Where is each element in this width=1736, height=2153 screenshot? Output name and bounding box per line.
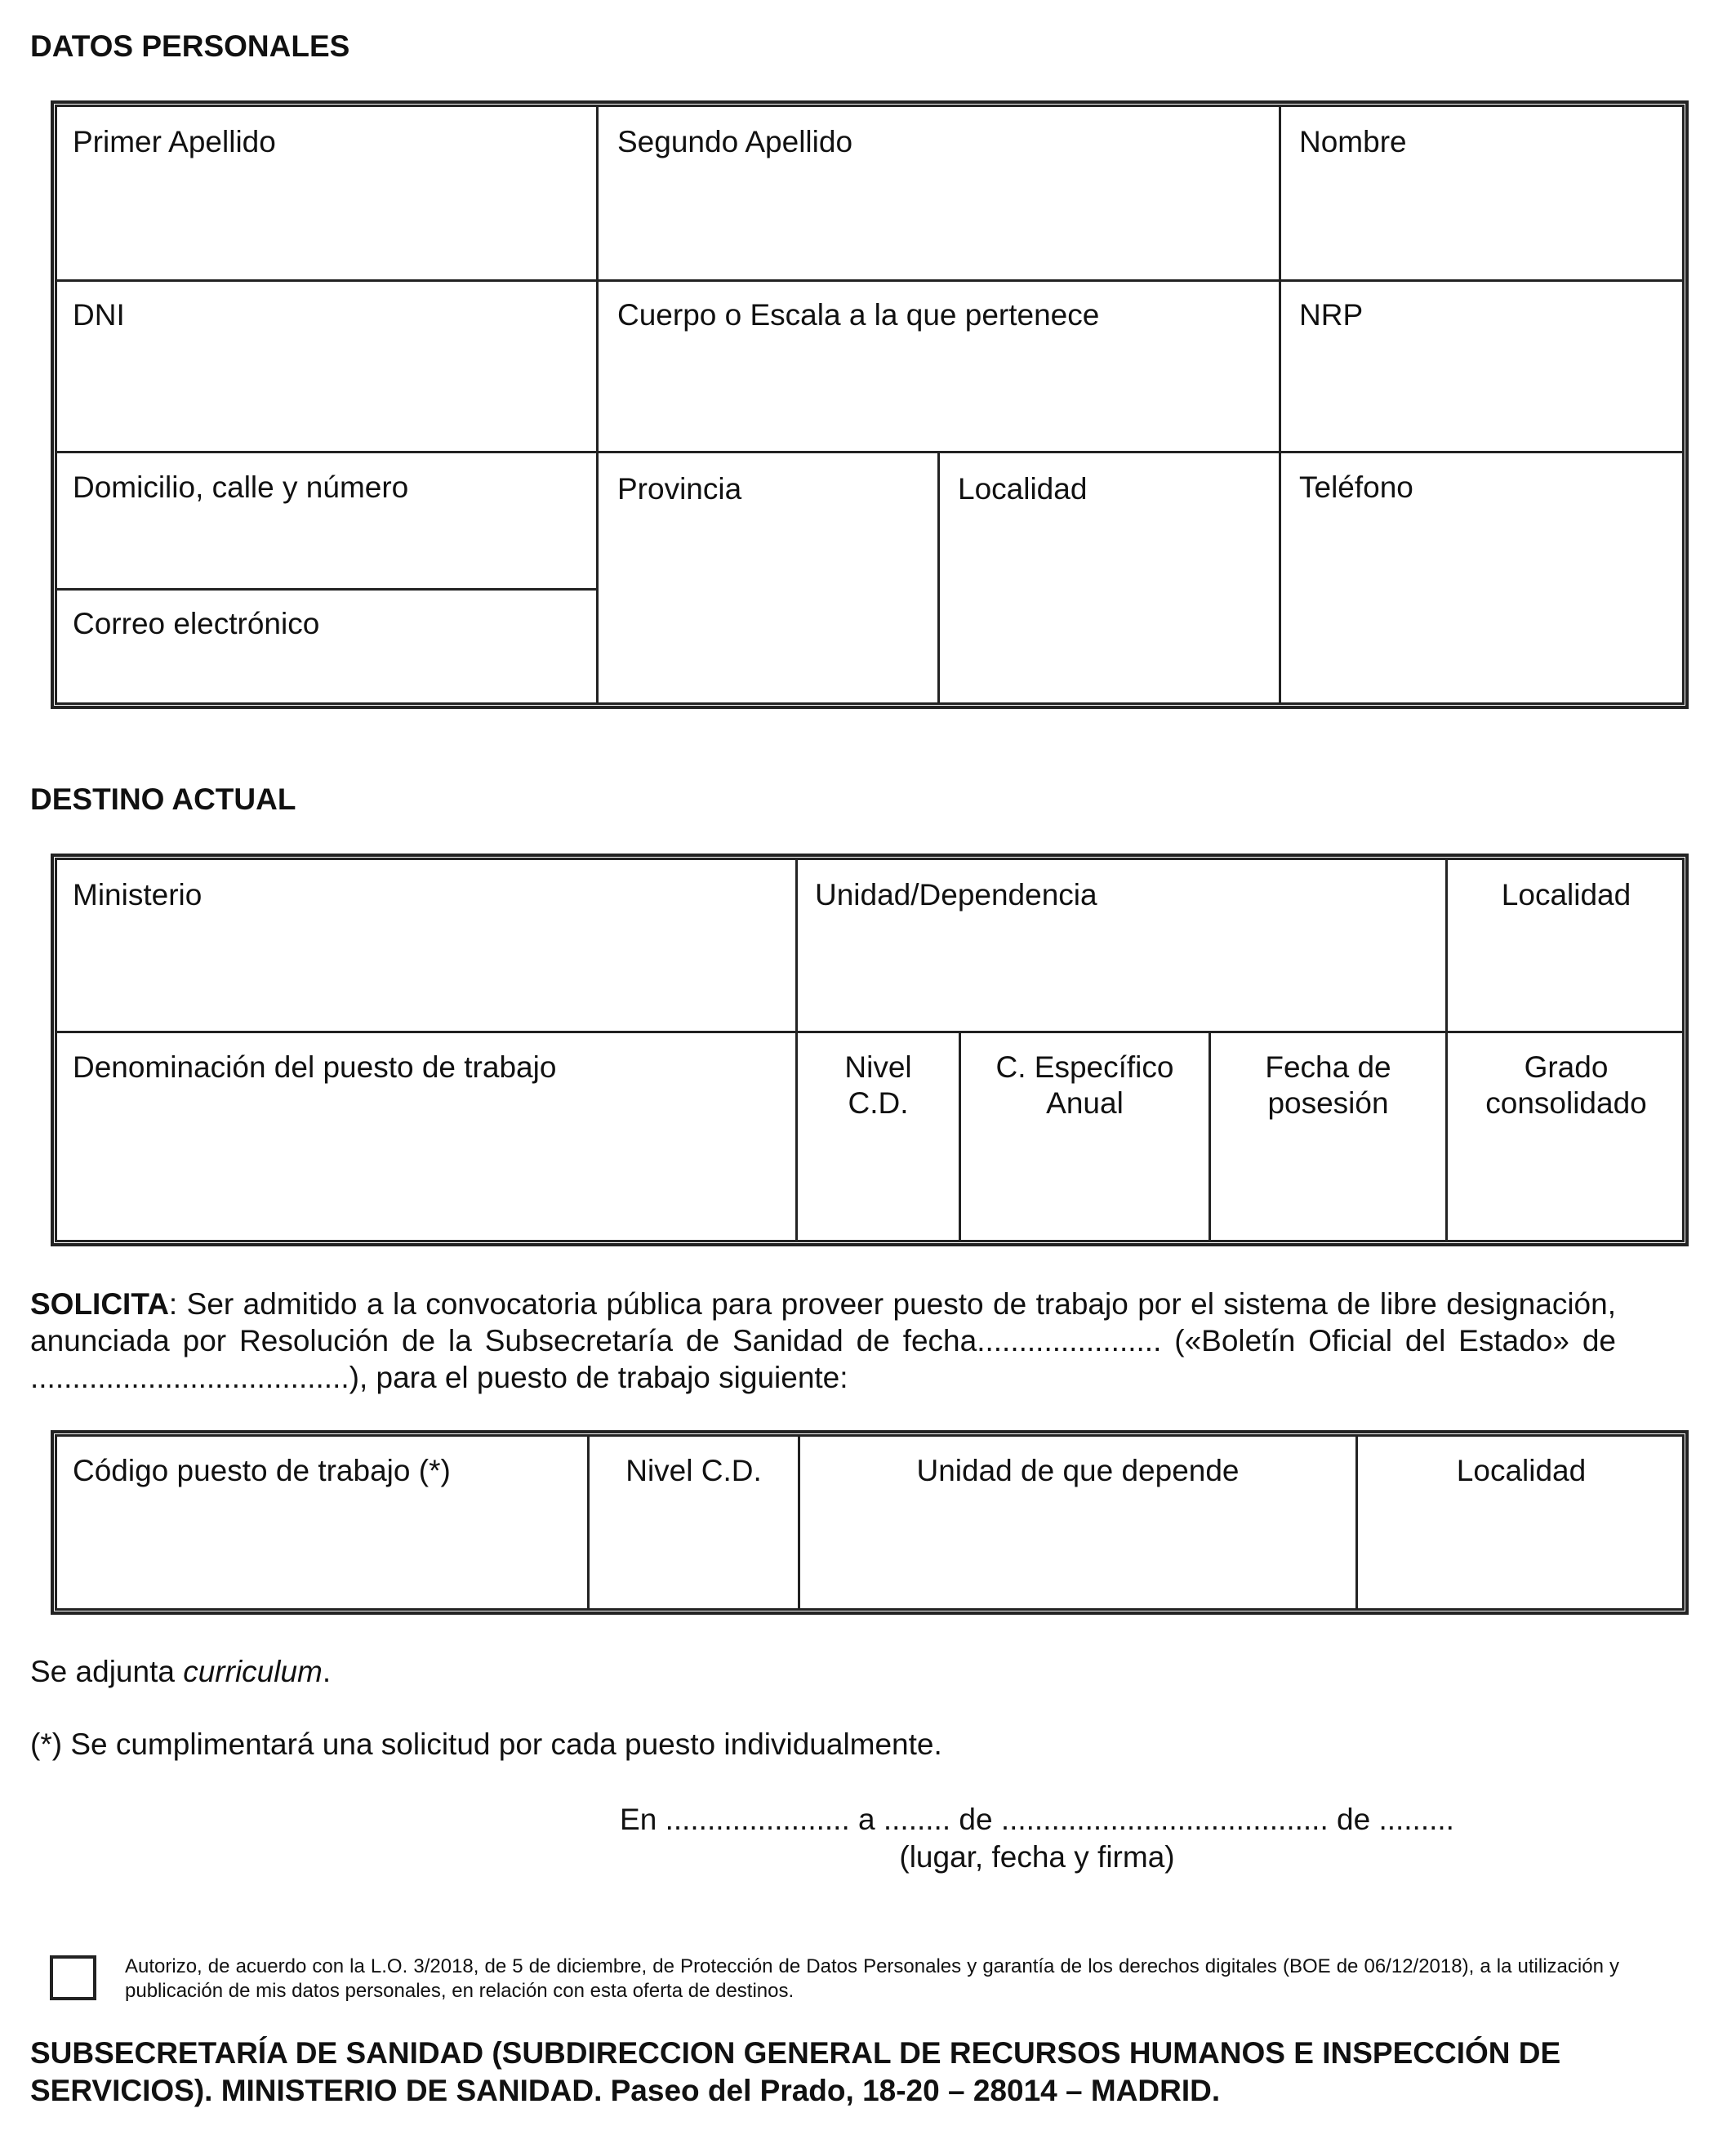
adjunta-italic: curriculum [183,1655,323,1688]
section-heading-destino-actual: DESTINO ACTUAL [30,782,296,816]
adjunta-suffix: . [322,1655,332,1688]
field-provincia[interactable]: Provincia [617,472,742,506]
field-domicilio[interactable]: Domicilio, calle y número [73,470,409,504]
table-rule [56,451,1684,453]
field-correo[interactable]: Correo electrónico [73,607,320,640]
field-unidad-dependencia[interactable]: Unidad/Dependencia [815,878,1097,912]
fecha-posesion-line1: Fecha de [1265,1050,1391,1084]
field-nrp[interactable]: NRP [1299,298,1364,332]
firma-line[interactable]: En ...................... a ........ de ....................................... de ......... [620,1803,1454,1836]
c-especifico-line2: Anual [1046,1086,1124,1120]
field-grado-consolidado[interactable] [1448,1050,1685,1121]
field-segundo-apellido[interactable]: Segundo Apellido [617,125,853,158]
firma-caption: (lugar, fecha y firma) [899,1840,1175,1874]
fecha-posesion-line2: posesión [1267,1086,1389,1120]
field-fecha-posesion[interactable] [1211,1050,1445,1121]
adjunta-prefix: Se adjunta [30,1655,184,1688]
c-especifico-line1: C. Específico [995,1050,1174,1084]
autorizo-checkbox[interactable] [50,1955,96,2000]
table-rule [596,105,599,704]
nota-asterisco: (*) Se cumplimentará una solicitud por cada puesto individualmente. [30,1727,942,1761]
table-rule [56,279,1684,282]
footer-address: SUBSECRETARÍA DE SANIDAD (SUBDIRECCION GENERAL DE RECURSOS HUMANOS E INSPECCIÓN DE SERVICIOS). MINISTERIO DE SANIDAD. Paseo del Prado, 18-20 – 28014 – MADRID. [30,2036,1561,2107]
field-localidad-destino[interactable]: Localidad [1501,878,1631,912]
grado-line2: consolidado [1485,1086,1647,1120]
field-c-especifico[interactable] [961,1050,1209,1121]
table-rule [1279,105,1281,704]
field-unidad-depende[interactable]: Unidad de que depende [916,1454,1240,1487]
table-rule [937,452,940,704]
field-nivel-cd-puesto[interactable]: Nivel C.D. [625,1454,762,1487]
field-codigo-puesto[interactable]: Código puesto de trabajo (*) [73,1454,451,1487]
table-rule [56,1031,1684,1033]
field-primer-apellido[interactable]: Primer Apellido [73,125,276,158]
field-denominacion-puesto[interactable]: Denominación del puesto de trabajo [73,1050,557,1084]
field-nivel-cd[interactable] [798,1050,959,1121]
nivel-cd-line2: C.D. [848,1086,909,1120]
section-heading-datos-personales: DATOS PERSONALES [30,29,350,63]
field-localidad-puesto[interactable]: Localidad [1456,1454,1587,1487]
field-ministerio[interactable]: Ministerio [73,878,203,912]
solicita-paragraph [30,1286,1616,1396]
field-localidad[interactable]: Localidad [958,472,1088,506]
solicita-text: : Ser admitido a la convocatoria pública para proveer puesto de trabajo por el sistema de libre designación, anunciada por Resolución de la Subsecretaría de Sanidad de fecha...................... («Boletín Oficial del Estado» de ......................................), para el puesto de trabajo siguiente: [30,1287,1616,1394]
adjunta-curriculum [30,1654,331,1690]
field-telefono[interactable]: Teléfono [1299,470,1413,504]
table-rule [56,588,598,591]
field-cuerpo-escala[interactable]: Cuerpo o Escala a la que pertenece [617,298,1100,332]
field-nombre[interactable]: Nombre [1299,125,1407,158]
field-dni[interactable]: DNI [73,298,125,332]
grado-line1: Grado [1524,1050,1609,1084]
autorizo-text: Autorizo, de acuerdo con la L.O. 3/2018, de 5 de diciembre, de Protección de Datos Personales y garantía de los derechos digitales (BOE de 06/12/2018), a la utilización y publicación de mis datos personales, en relación con esta oferta de destinos. [125,1955,1619,2002]
solicita-label: SOLICITA [30,1287,169,1321]
nivel-cd-line1: Nivel [844,1050,912,1084]
